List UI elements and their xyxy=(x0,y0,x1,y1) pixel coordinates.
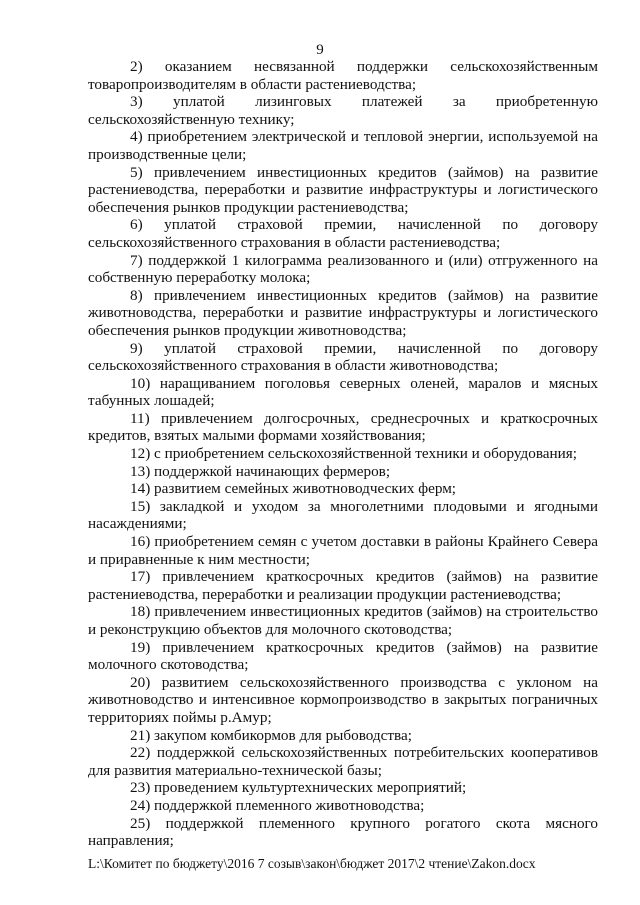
list-item-25: 25) поддержкой племенного крупного рогатого скота мясного направления; xyxy=(88,814,598,850)
list-item-9: 9) уплатой страховой премии, начисленной по договору сельскохозяйственного страхования в области животноводства; xyxy=(88,339,598,375)
list-item-6: 6) уплатой страховой премии, начисленной по договору сельскохозяйственного страхования в области растениеводства; xyxy=(88,216,598,251)
list-item-14: 14) развитием семейных животноводческих ферм; xyxy=(130,480,457,498)
list-item-18: 18) привлечением инвестиционных кредитов (займов) на строительство и реконструкцию объектов для молочного скотоводства; xyxy=(88,603,598,638)
list-item-3: 3) уплатой лизинговых платежей за приобретенную сельскохозяйственную технику; xyxy=(88,93,598,128)
list-item-2: 2) оказанием несвязанной поддержки сельскохозяйственным товаропроизводителям в области растениеводства; xyxy=(88,58,598,93)
page-number: 9 xyxy=(316,42,324,58)
list-item-19: 19) привлечением краткосрочных кредитов (займов) на развитие молочного скотоводства; xyxy=(88,638,598,674)
list-item-12: 12) с приобретением сельскохозяйственной техники и оборудования; xyxy=(130,445,577,463)
list-item-21: 21) закупом комбикормов для рыбоводства; xyxy=(130,726,412,744)
document-body xyxy=(88,58,598,850)
list-item-7: 7) поддержкой 1 килограмма реализованного и (или) отгруженного на собственную переработку молока; xyxy=(88,251,598,287)
list-item-13: 13) поддержкой начинающих фермеров; xyxy=(130,462,391,480)
list-item-8: 8) привлечением инвестиционных кредитов (займов) на развитие животноводства, переработки и развитие инфраструктуры и логистического обеспечения рынков продукции животноводства; xyxy=(88,286,598,339)
list-item-22: 22) поддержкой сельскохозяйственных потребительских кооперативов для развития материально-технической базы; xyxy=(88,744,598,779)
list-item-20: 20) развитием сельскохозяйственного производства с уклоном на животноводство и интенсивное кормопроизводство в закрытых пограничных территориях поймы р.Амур; xyxy=(88,673,598,726)
list-item-4: 4) приобретением электрической и тепловой энергии, используемой на производственные цели; xyxy=(88,128,598,163)
list-item-24: 24) поддержкой племенного животноводства; xyxy=(130,796,425,814)
list-item-10: 10) наращиванием поголовья северных оленей, маралов и мясных табунных лошадей; xyxy=(88,374,598,410)
list-item-16: 16) приобретением семян с учетом доставки в районы Крайнего Севера и приравненные к ним местности; xyxy=(88,533,598,568)
list-item-11: 11) привлечением долгосрочных, среднесрочных и краткосрочных кредитов, взятых малыми формами хозяйствования; xyxy=(88,409,598,445)
list-item-15: 15) закладкой и уходом за многолетними плодовыми и ягодными насаждениями; xyxy=(88,497,598,533)
list-item-5: 5) привлечением инвестиционных кредитов (займов) на развитие растениеводства, переработки и развитие инфраструктуры и логистического обеспечения рынков продукции растениеводства; xyxy=(88,163,598,216)
list-item-17: 17) привлечением краткосрочных кредитов (займов) на развитие растениеводства, переработки и реализации продукции растениеводства; xyxy=(88,568,598,603)
list-item-23: 23) проведением культуртехнических мероприятий; xyxy=(130,779,467,797)
footer-file-path: L:\Комитет по бюджету\2016 7 созыв\закон\бюджет 2017\2 чтение\Zakon.docx xyxy=(88,856,536,871)
